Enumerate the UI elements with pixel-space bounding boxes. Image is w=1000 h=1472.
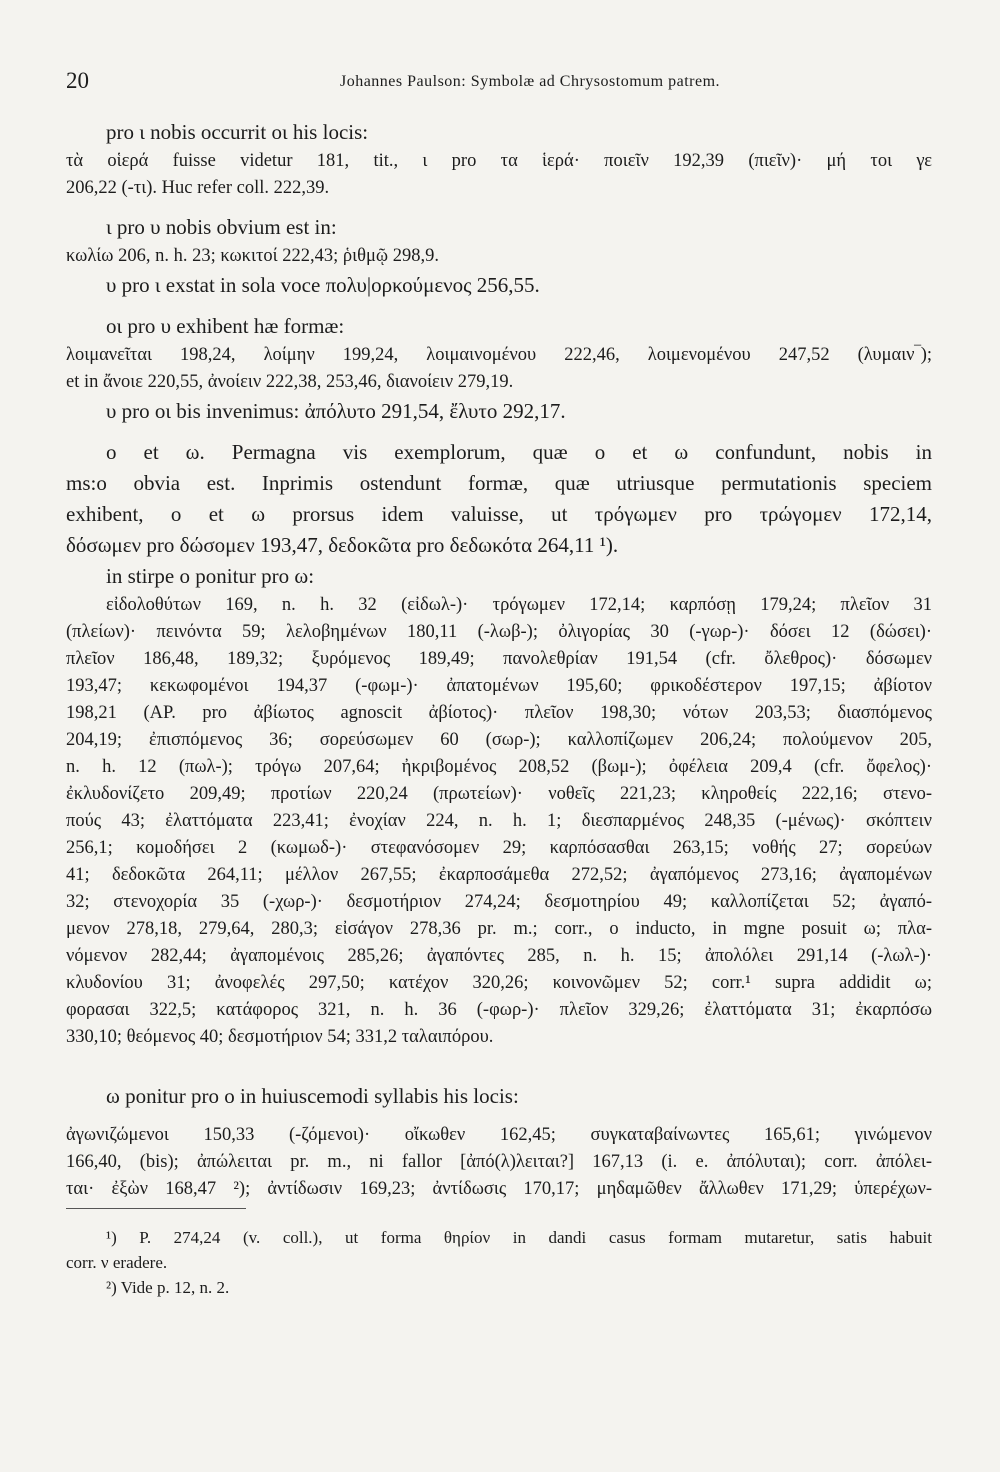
text-line: δόσωμεν pro δώσομεν 193,47, δεδοκῶτα pro δεδωκότα 264,11 ¹). [66,533,619,557]
text-line: exhibent, ο et ω prorsus idem valuisse, ut τρόγωμεν pro τρώγομεν 172,14, [66,502,932,526]
text-line: in stirpe ο ponitur pro ω: [106,564,315,588]
text-line: ms:o obvia est. Inprimis ostendunt formæ, quæ utriusque permutationis speciem [66,471,932,495]
text-line: ω ponitur pro ο in huiuscemodi syllabis his locis: [106,1084,519,1108]
text-line: οι pro υ exhibent hæ formæ: [106,314,345,338]
text-line: ι pro υ nobis obvium est in: [106,215,337,239]
footnote-line: ¹) P. 274,24 (v. coll.), ut forma θηρίον in dandi casus formam mutaretur, satis habuit [106,1228,932,1247]
text-line: n. h. 12 (πωλ-); τρόγω 207,64; ἠκριβομένος 208,52 (βωμ-); ὀφέλεια 209,4 (cfr. ὄφελος)· [66,757,932,777]
text-line: μενον 278,18, 279,64, 280,3; εἰσάγον 278,36 pr. m.; corr., ο inducto, in mgne posuit ω; πλα- [66,919,932,939]
text-line: τὰ οἱερά fuisse videtur 181, tit., ι pro τα ἱερά· ποιεῖν 192,39 (πιεῖν)· μή τοι γε [66,151,932,171]
text-line: πούς 43; ἐλαττόματα 223,41; ἐνοχίαν 224, n. h. 1; διεσπαρμένος 248,35 (-μένως)· σκόπτειν [66,811,932,831]
footnote-line: corr. ν eradere. [66,1253,168,1272]
text-line: κλυδονίου 31; ἀνοφελές 297,50; κατέχον 320,26; κοινονῶμεν 52; corr.¹ supra addidit ω; [66,973,932,993]
text-line: 206,22 (-τι). Huc refer coll. 222,39. [66,178,330,198]
footnote-rule [66,1208,246,1209]
text-line: πλεῖον 186,48, 189,32; ξυρόμενος 189,49; πανολεθρίαν 191,54 (cfr. ὄλεθρος)· δόσωμεν [66,649,932,669]
main-text [66,117,932,1203]
text-line: 256,1; κομοδήσει 2 (κωμωδ-)· στεφανόσομεν 29; καρπόσασθαι 263,15; νοθής 27; σορεύων [66,838,932,858]
page-number: 20 [66,68,89,93]
text-line: ἐκλυδονίζετο 209,49; προτίων 220,24 (πρωτείων)· νοθεῖς 221,23; κληροθείς 222,16; στενο- [66,784,932,804]
text-line: et in ἄνοιε 220,55, ἀνοίειν 222,38, 253,46, διανοίειν 279,19. [66,372,514,392]
text-line: 32; στενοχορία 35 (-χωρ-)· δεσμοτήριον 274,24; δεσμοτηρίου 49; καλλοπίζεται 52; ἀγαπό- [66,892,932,912]
footnote-line: ²) Vide p. 12, n. 2. [106,1278,230,1297]
text-line: εἰδολοθύτων 169, n. h. 32 (εἰδωλ-)· τρόγωμεν 172,14; καρπόσῃ 179,24; πλεῖον 31 [106,595,932,615]
text-line: 41; δεδοκῶτα 264,11; μέλλον 267,55; ἐκαρποσάμεθα 272,52; ἀγαπόμενος 273,16; ἀγαπομένων [66,865,932,885]
text-line: pro ι nobis occurrit οι his locis: [106,120,369,144]
text-line: ἀγωνιζώμενοι 150,33 (-ζόμενοι)· οἴκωθεν 162,45; συγκαταβαίνωντες 165,61; γινώμενον [66,1125,932,1145]
text-line: 204,19; ἐπισπόμενος 36; σορεύσωμεν 60 (σωρ-); καλλοπίζωμεν 206,24; πολούμενον 205, [66,730,932,750]
text-line: υ pro ι exstat in sola voce πολυ|ορκούμενος 256,55. [106,273,540,297]
text-line: 330,10; θεόμενος 40; δεσμοτήριον 54; 331,2 ταλαιπόρου. [66,1027,494,1047]
text-line: ο et ω. Permagna vis exemplorum, quæ ο et ω confundunt, nobis in [106,440,932,464]
text-line: κωλίω 206, n. h. 23; κωκιτοί 222,43; ῥιθμῷ 298,9. [66,246,439,266]
text-line: 198,21 (AP. pro ἀβίωτος agnoscit ἀβίοτος)· πλεῖον 198,30; νότων 203,53; διασπόμενος [66,703,932,723]
text-line: λοιμανεῖται 198,24, λοίμην 199,24, λοιμαινομένου 222,46, λοιμενομένου 247,52 (λυμαιν‾); [66,345,932,365]
text-line: υ pro οι bis invenimus: ἀπόλυτο 291,54, ἔλυτο 292,17. [106,399,566,423]
running-head: Johannes Paulson: Symbolæ ad Chrysostomum patrem. [339,73,721,90]
footnotes [66,1208,932,1300]
text-line: (πλείων)· πεινόντα 59; λελοβημένων 180,11 (-λωβ-); ὀλιγορίας 30 (-γωρ-)· δόσει 12 (δώσει)· [66,622,932,642]
text-line: 193,47; κεκωφομένοι 194,37 (-φωμ-)· ἀπατομένων 195,60; φρικοδέστερον 197,15; ἀβίοτον [66,676,932,696]
text-line: νόμενον 282,44; ἀγαπομένοις 285,26; ἀγαπόντες 285, n. h. 15; ἀπολόλει 291,14 (-λωλ-)· [66,946,932,966]
text-line: 166,40, (bis); ἀπώλειται pr. m., ni fallor [ἀπό(λ)λειται?] 167,13 (i. e. ἀπόλυται); corr. ἀπόλει- [66,1152,932,1172]
text-line: φορασαι 322,5; κατάφορος 321, n. h. 36 (-φωρ-)· πλεῖον 329,26; ἐλαττόματα 31; ἐκαρπόσω [66,1000,932,1020]
text-line: ται· ἐξὼν 168,47 ²); ἀντίδωσιν 169,23; ἀντίδωσις 170,17; μηδαμῶθεν ἄλλωθεν 171,29; ὑπερέχων- [66,1179,932,1199]
